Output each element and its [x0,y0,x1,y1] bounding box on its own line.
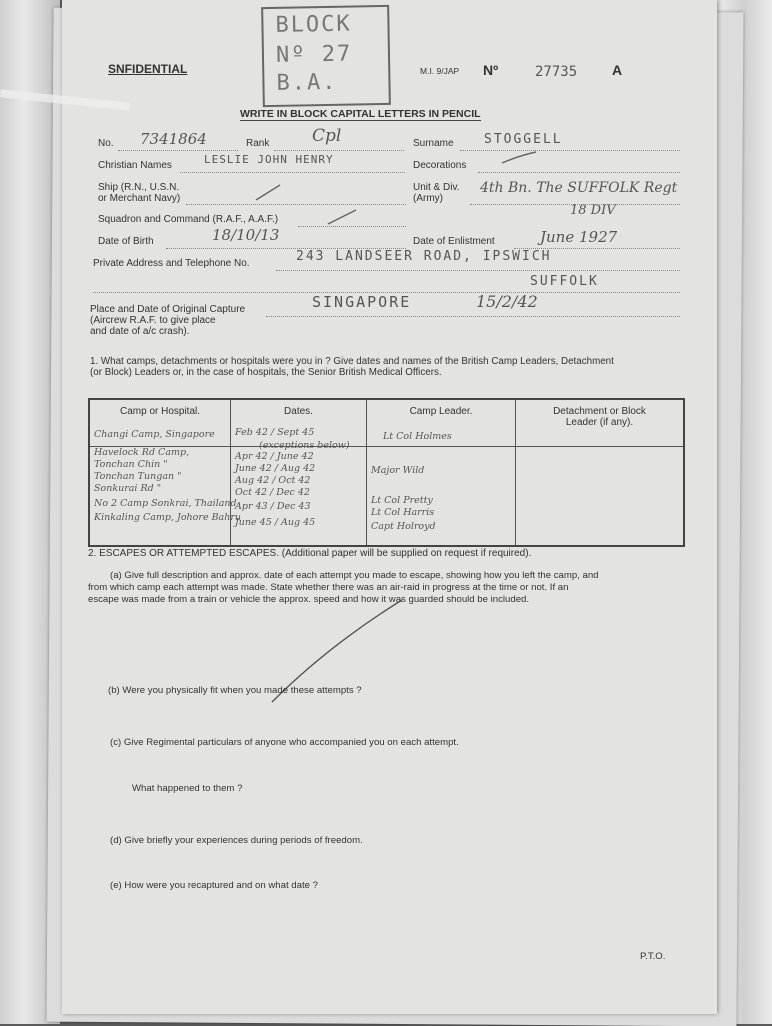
question-2a-line-1: (a) Give full description and approx. date of each attempt you made to escape, showing how you left the camp, and [110,570,599,581]
ship-label-2: or Merchant Navy) [98,193,181,204]
col-leader-header: Camp Leader. [367,399,516,447]
question-2-title: 2. ESCAPES OR ATTEMPTED ESCAPES. (Additional paper will be supplied on request if required). [88,548,532,559]
christian-names-line [180,172,405,173]
capture-date: 15/2/42 [476,292,538,311]
capture-label-2: (Aircrew R.A.F. to give place [90,315,216,326]
leaders-cell [367,431,516,547]
christian-names-label: Christian Names [98,160,172,171]
capture-place: SINGAPORE [312,293,412,311]
camp-dates: June 42 / Aug 42 [235,463,316,474]
decorations-line [478,172,680,173]
rank-value: Cpl [312,126,342,146]
squadron-line [298,226,406,227]
dates-cell [231,427,367,547]
form-suffix: A [612,62,623,78]
camp-dates: Apr 42 / June 42 [235,451,314,462]
surname-line [460,150,680,151]
form-number: 27735 [535,64,578,80]
camp-name: Havelock Rd Camp, [94,447,190,458]
camp-name: Kinkaling Camp, Johore Bahru [94,512,242,523]
pencil-dash-decorations [500,150,540,166]
no-value: 7341864 [140,130,207,148]
camp-name: Sonkurai Rd " [94,483,162,494]
surname-value: STOGGELL [484,132,563,147]
camp-leader: Capt Holroyd [371,521,436,532]
enlistment-value: June 1927 [540,228,618,246]
dob-value: 18/10/13 [212,226,280,244]
unit-label-2: (Army) [413,193,443,204]
camp-dates: June 45 / Aug 45 [235,517,316,528]
block-stamp [261,5,391,107]
capture-line [266,316,680,317]
no-line [118,150,238,151]
question-1-line-2: (or Block) Leaders or, in the case of hospitals, the Senior British Medical Officers. [90,367,442,378]
surname-label: Surname [413,138,454,149]
address-value: 243 LANDSEER ROAD, IPSWICH [296,249,552,264]
address-line [276,270,680,271]
enlistment-label: Date of Enlistment [413,236,495,247]
col-camp-header: Camp or Hospital. [89,399,231,447]
unit-label: Unit & Div. [413,182,460,193]
camp-leader: Lt Col Holmes [383,431,452,442]
camp-name: Tonchan Chin " [94,459,168,470]
decorations-label: Decorations [413,160,467,171]
stamp-line-3: B.A. [276,69,338,96]
question-2c: (c) Give Regimental particulars of anyone who accompanied you on each attempt. [110,737,459,748]
address-value-2: SUFFOLK [530,274,599,289]
christian-names-value: LESLIE JOHN HENRY [204,153,334,166]
stamp-line-1: BLOCK [275,11,352,38]
camp-leader: Lt Col Pretty [371,495,433,506]
address-label: Private Address and Telephone No. [93,258,250,269]
camps-table [88,398,685,547]
camp-dates: Aug 42 / Oct 42 [235,475,311,486]
camp-name: Tonchan Tungan " [94,471,182,482]
pencil-dash-squadron [326,206,360,226]
ship-line [186,204,406,205]
question-1-line-1: 1. What camps, detachments or hospitals were you in ? Give dates and names of the British Camp Leaders, Detachment [90,356,614,367]
camp-leader: Lt Col Harris [371,507,435,518]
detachment-header-line-1: Detachment or Block [553,406,646,417]
col-dates-header: Dates. [231,399,367,447]
dob-label: Date of Birth [98,236,154,247]
classification: SNFIDENTIAL [108,62,188,76]
no-label: No. [98,138,114,149]
number-label: Nº [483,62,499,78]
camp-leader: Major Wild [371,465,425,476]
capture-label-3: and date of a/c crash). [90,326,190,337]
pencil-dash-ship [254,182,284,202]
form-ref: M.I. 9/JAP [420,66,460,76]
question-2d: (d) Give briefly your experiences during periods of freedom. [110,835,363,846]
question-2a-line-3: escape was made from a train or vehicle the approx. speed and how it was guarded should be included. [88,594,530,605]
ship-label: Ship (R.N., U.S.N. [98,182,180,193]
camp-names-cell [89,429,242,547]
col-detachment-header [516,399,685,447]
detachment-cell [516,447,685,547]
camp-dates: (exceptions below) [259,440,350,451]
pto-label: P.T.O. [640,951,666,962]
camp-name: Changi Camp, Singapore [94,429,215,440]
camp-dates: Feb 42 / Sept 45 [235,427,315,438]
camp-dates: Oct 42 / Dec 42 [235,487,310,498]
stamp-line-2: Nº 27 [275,41,353,68]
unit-value-2: 18 DIV [570,203,616,218]
unit-value: 4th Bn. The SUFFOLK Regt [480,180,678,196]
camp-name: No 2 Camp Sonkrai, Thailand [94,498,237,509]
rank-line [274,150,404,151]
squadron-label: Squadron and Command (R.A.F., A.A.F.) [98,214,279,225]
question-2a-line-2: from which camp each attempt was made. State whether there was an air-raid in progress at the time or not. If an [88,582,569,593]
instruction: WRITE IN BLOCK CAPITAL LETTERS IN PENCIL [240,108,481,120]
rank-label: Rank [246,138,270,149]
question-2c-followup: What happened to them ? [132,783,243,794]
camp-dates: Apr 43 / Dec 43 [235,501,311,512]
question-2b: (b) Were you physically fit when you made these attempts ? [108,685,362,696]
question-2e: (e) How were you recaptured and on what date ? [110,880,318,891]
capture-label: Place and Date of Original Capture [90,304,246,315]
detachment-header-line-2: Leader (if any). [565,417,634,428]
